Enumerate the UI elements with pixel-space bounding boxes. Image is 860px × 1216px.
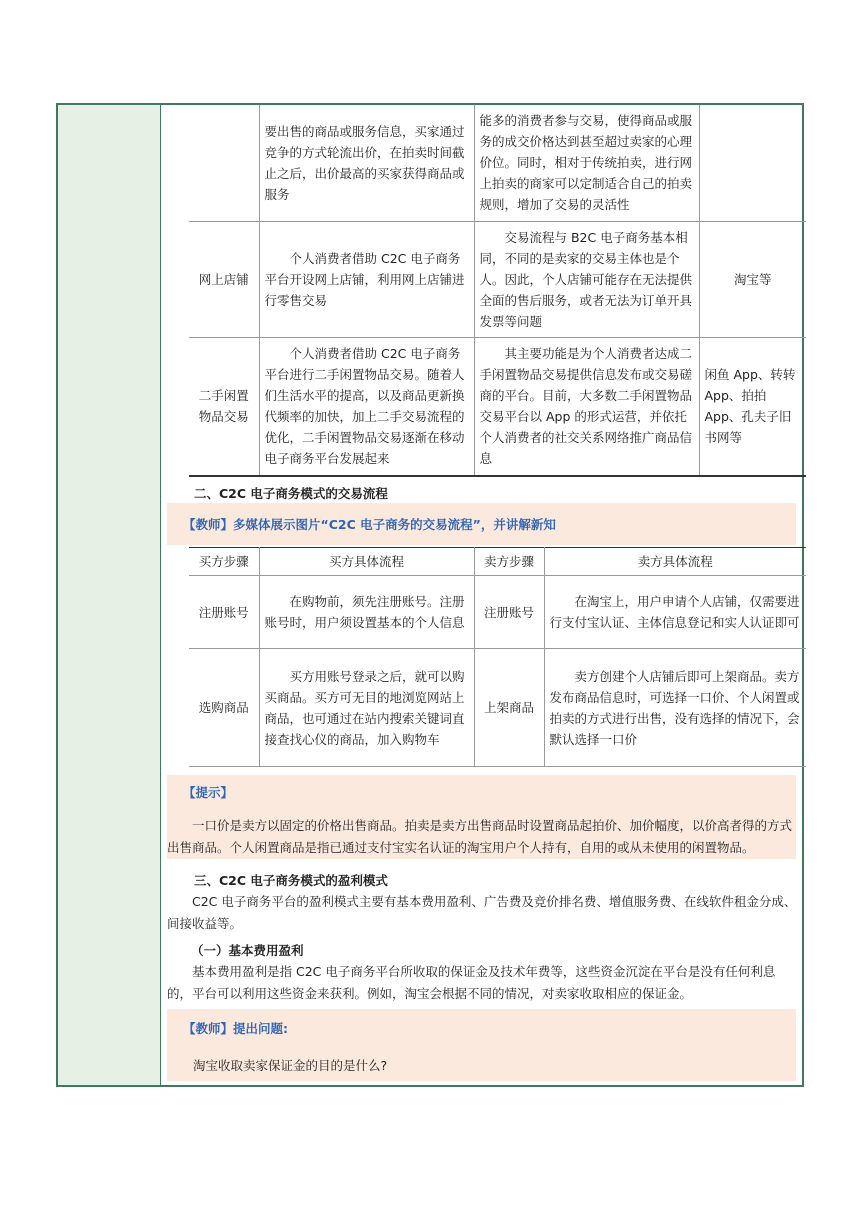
- tip-text: 一口价是卖方以固定的价格出售商品。拍卖是卖方出售商品时设置商品起拍价、加价幅度，以价高者得的方式出售商品。个人闲置商品是指已通过支付宝实名认证的淘宝用户个人持有，自用的或从未使用的闲置物品。: [167, 818, 793, 855]
- transaction-flow-table: [189, 547, 806, 767]
- c2c-modes-table: [189, 105, 806, 477]
- column-header: 买方步骤: [189, 548, 259, 576]
- mode-name: 网上店铺: [189, 221, 259, 337]
- table-row: [189, 576, 806, 649]
- mode-feature: 能多的消费者参与交易，使得商品或服务的成交价格达到甚至超过卖家的心理价位。同时，相对于传统拍卖，进行网上拍卖的商家可以定制适合自己的拍卖规则，增加了交易的灵活性: [474, 105, 699, 221]
- mode-name: [189, 105, 259, 221]
- teacher-note-band: [167, 503, 796, 545]
- column-header: 买方具体流程: [259, 548, 474, 576]
- buyer-flow: 买方用账号登录之后，就可以购买商品。买方可无目的地浏览网站上商品，也可通过在站内搜索关键词直接查找心仪的商品，加入购物车: [259, 649, 474, 767]
- teacher-question-label: 【教师】提出问题:: [183, 1021, 288, 1036]
- mode-name: 二手闲置物品交易: [189, 337, 259, 476]
- left-margin-column: [58, 105, 161, 1085]
- teacher-question: 淘宝收取卖家保证金的目的是什么?: [193, 1058, 388, 1073]
- seller-step: 注册账号: [474, 576, 544, 649]
- subsection-heading: （一）基本费用盈利: [191, 943, 304, 958]
- table-row: [189, 105, 806, 221]
- teacher-question-band: [167, 1009, 796, 1081]
- seller-step: 上架商品: [474, 649, 544, 767]
- table-row: [189, 649, 806, 767]
- section3-intro: C2C 电子商务平台的盈利模式主要有基本费用盈利、广告费及竞价排名费、增值服务费、在线软件租金分成、间接收益等。: [167, 894, 797, 931]
- buyer-flow: 在购物前，须先注册账号。注册账号时，用户须设置基本的个人信息: [259, 576, 474, 649]
- mode-example: 淘宝等: [699, 221, 806, 337]
- table-row: [189, 337, 806, 476]
- lesson-frame: [56, 103, 804, 1087]
- teacher-note: 【教师】多媒体展示图片“C2C 电子商务的交易流程”，并讲解新知: [183, 517, 556, 532]
- section2-heading: 二、C2C 电子商务模式的交易流程: [194, 486, 388, 501]
- seller-flow: 在淘宝上，用户申请个人店铺，仅需要进行支付宝认证、主体信息登记和实人认证即可: [544, 576, 806, 649]
- buyer-step: 注册账号: [189, 576, 259, 649]
- tip-band: [167, 775, 796, 859]
- seller-flow: 卖方创建个人店铺后即可上架商品。卖方发布商品信息时，可选择一口价、个人闲置或拍卖的方式进行出售，没有选择的情况下，会默认选择一口价: [544, 649, 806, 767]
- mode-feature: 其主要功能是为个人消费者达成二手闲置物品交易提供信息发布或交易磋商的平台。目前，大多数二手闲置物品交易平台以 App 的形式运营，并依托个人消费者的社交关系网络推广商品信息: [474, 337, 699, 476]
- mode-feature: 交易流程与 B2C 电子商务基本相同，不同的是卖家的交易主体也是个人。因此，个人店铺可能存在无法提供全面的售后服务，或者无法为订单开具发票等问题: [474, 221, 699, 337]
- section3-heading: 三、C2C 电子商务模式的盈利模式: [194, 873, 388, 888]
- mode-example: 闲鱼 App、转转 App、拍拍 App、孔夫子旧书网等: [699, 337, 806, 476]
- mode-description: 个人消费者借助 C2C 电子商务平台进行二手闲置物品交易。随着人们生活水平的提高，以及商品更新换代频率的加快，加上二手交易流程的优化，二手闲置物品交易逐渐在移动电子商务平台发展起来: [259, 337, 474, 476]
- mode-description: 个人消费者借助 C2C 电子商务平台开设网上店铺，利用网上店铺进行零售交易: [259, 221, 474, 337]
- tip-label: 【提示】: [183, 785, 234, 800]
- mode-description: 要出售的商品或服务信息，买家通过竞争的方式轮流出价，在拍卖时间截止之后，出价最高的买家获得商品或服务: [259, 105, 474, 221]
- column-header: 卖方具体流程: [544, 548, 806, 576]
- subsection-text: 基本费用盈利是指 C2C 电子商务平台所收取的保证金及技术年费等，这些资金沉淀在平台是没有任何利息的，平台可以利用这些资金来获利。例如，淘宝会根据不同的情况，对卖家收取相应的保证金。: [167, 964, 776, 1001]
- mode-example: [699, 105, 806, 221]
- buyer-step: 选购商品: [189, 649, 259, 767]
- table-row: [189, 221, 806, 337]
- content-column: [161, 105, 802, 1085]
- table-header-row: [189, 548, 806, 576]
- column-header: 卖方步骤: [474, 548, 544, 576]
